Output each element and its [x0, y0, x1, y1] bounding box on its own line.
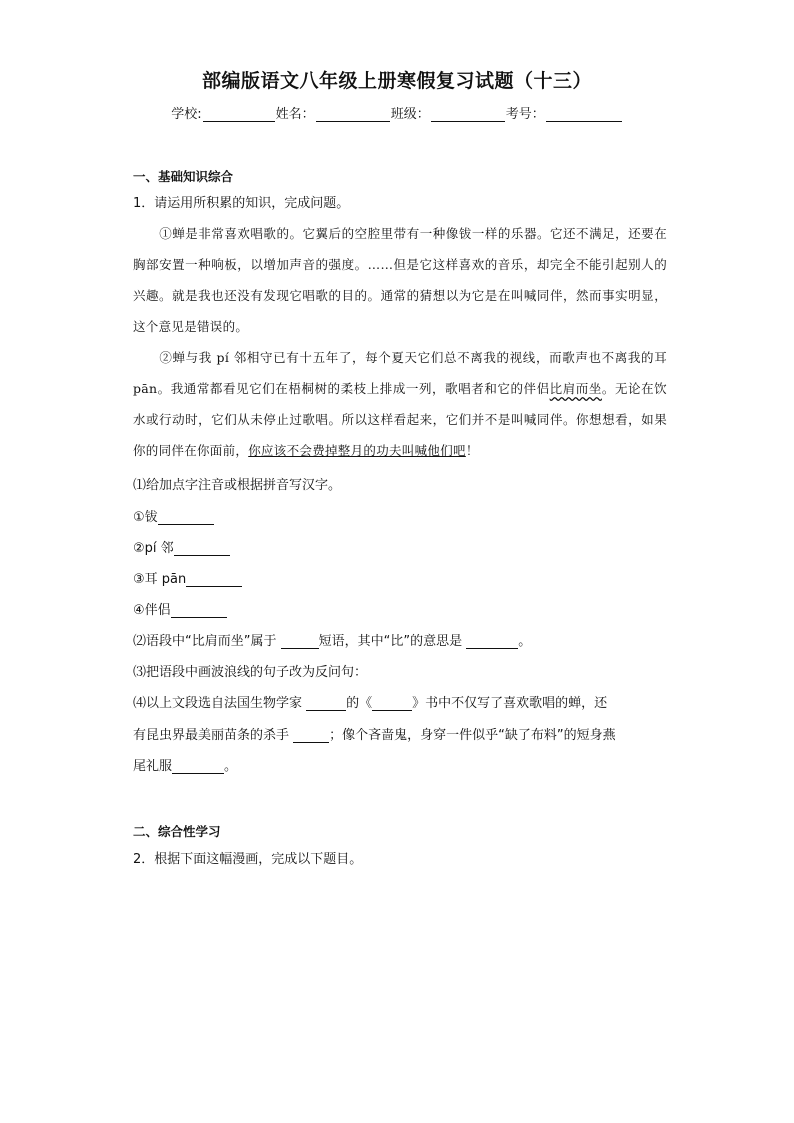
question-1-stem: 1．请运用所积累的知识，完成问题。 — [133, 196, 350, 211]
sub-question-3: ⑶把语段中画波浪线的句子改为反问句： — [133, 665, 368, 680]
item-1 — [133, 506, 214, 525]
item-4-label: ④伴侣 — [133, 603, 171, 618]
sub-question-2-text-c: 。 — [518, 634, 532, 649]
sub-question-4-text-g: 。 — [224, 759, 238, 774]
killer-insect-blank[interactable] — [293, 728, 329, 743]
item-3-blank[interactable] — [186, 572, 242, 587]
phrase-type-blank[interactable] — [281, 634, 319, 649]
item-2-blank[interactable] — [174, 541, 230, 556]
question-2-stem: 2．根据下面这幅漫画，完成以下题目。 — [133, 852, 363, 867]
item-4-blank[interactable] — [171, 603, 227, 618]
class-label: 班级： — [390, 107, 430, 122]
exam-number-label: 考号： — [505, 107, 545, 122]
item-3-label: ③耳 pān — [133, 572, 187, 587]
passage-2-text-a: ②蝉与我 pí 邻相守已有十五年了，每个夏天它们总不离我的视线，而歌声也不离我的耳 pān。我通常都看见它们在梧桐树的柔枝上排成一列，歌唱者和它的伴侣 — [133, 350, 667, 396]
passage-1-text: ①蝉是非常喜欢唱歌的。它翼后的空腔里带有一种像钹一样的乐器。它还不满足，还要在胸部安置一种响板，以增加声音的强度。……但是它这样喜欢的音乐，却完全不能引起别人的兴趣。就是我也还没有发现它唱歌的目的。通常的猜想以为它是在叫喊同伴，然而事实明显，这个意见是错误的。 — [133, 226, 667, 334]
student-info-line — [0, 103, 794, 122]
book-title-blank[interactable] — [372, 696, 412, 711]
sub-question-2-text-a: ⑵语段中“比肩而坐”属于 — [133, 634, 277, 649]
passage-paragraph-1 — [133, 218, 667, 342]
item-2 — [133, 537, 230, 556]
passage-2-text-c: ！ — [465, 443, 479, 458]
class-blank[interactable] — [431, 107, 505, 122]
page-title: 部编版语文八年级上册寒假复习试题（十三） — [201, 70, 592, 92]
exam-number-blank[interactable] — [546, 107, 622, 122]
name-label: 姓名： — [275, 107, 315, 122]
sub-question-4-line-3 — [133, 755, 237, 774]
tailcoat-insect-blank[interactable] — [172, 759, 224, 774]
name-blank[interactable] — [316, 107, 390, 122]
sub-question-4-text-d: 有昆虫界最美丽苗条的杀手 — [133, 728, 290, 743]
section-1-heading: 一、基础知识综合 — [133, 169, 234, 184]
passage-2-text-b: 。无论在饮水或行动时，它们从未停止过歌唱。所以这样看起来，它们并不是叫喊同伴。你想想看，如果你的同伴在你面前， — [133, 381, 667, 458]
sub-question-4-line-2 — [133, 724, 616, 743]
underlined-sentence: 你应该不会费掉整月的功夫叫喊他们吧 — [248, 443, 466, 458]
passage-paragraph-2 — [133, 342, 667, 466]
sub-question-4-text-f: 尾礼服 — [133, 759, 173, 774]
school-label: 学校: — [171, 107, 202, 122]
sub-question-2 — [133, 630, 531, 649]
school-blank[interactable] — [203, 107, 275, 122]
sub-question-4-text-a: ⑷以上文段选自法国生物学家 — [133, 696, 303, 711]
sub-question-1: ⑴给加点字注音或根据拼音写汉字。 — [133, 478, 342, 493]
item-1-blank[interactable] — [158, 510, 214, 525]
sub-question-4-text-b: 的《 — [346, 696, 373, 711]
author-blank[interactable] — [306, 696, 346, 711]
item-1-label: ①钹 — [133, 510, 158, 525]
item-2-label: ②pí 邻 — [133, 541, 174, 556]
section-2-heading: 二、综合性学习 — [133, 824, 221, 839]
meaning-blank[interactable] — [466, 634, 518, 649]
item-3 — [133, 568, 242, 587]
sub-question-4-text-e: ；像个吝啬鬼，身穿一件似乎“缺了布料”的短身燕 — [329, 728, 616, 743]
sub-question-4-line-1 — [133, 692, 607, 711]
item-4 — [133, 599, 227, 618]
wavy-underlined-phrase: 比肩而坐 — [549, 381, 602, 396]
sub-question-2-text-b: 短语，其中“比”的意思是 — [318, 634, 463, 649]
sub-question-4-text-c: 》书中不仅写了喜欢歌唱的蝉，还 — [412, 696, 608, 711]
